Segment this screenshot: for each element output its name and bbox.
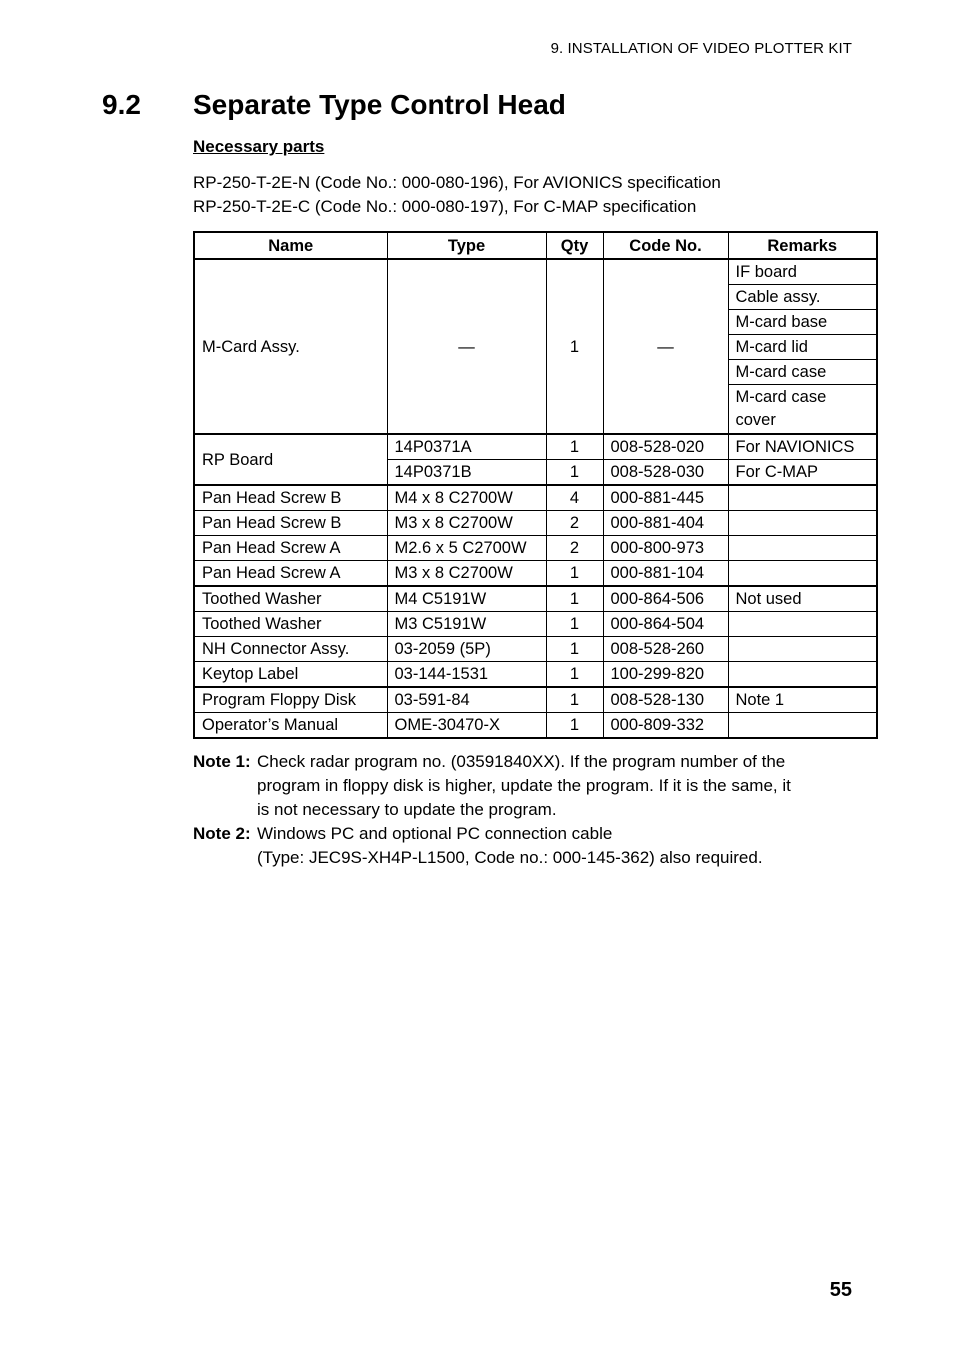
cell-code: 000-864-504 [603,612,728,637]
note-2 [193,822,853,870]
page-number: 55 [829,1279,852,1301]
note-line: Check radar program no. (03591840XX). If the program number of the [257,752,786,771]
cell-remarks [728,713,877,739]
cell-type: M4 x 8 C2700W [387,485,546,511]
cell-remarks [728,511,877,536]
cell-remarks [728,612,877,637]
cell-type: 03-591-84 [387,687,546,713]
cell-remarks: Cable assy. [728,285,877,310]
cell-code: 008-528-130 [603,687,728,713]
section-title [102,89,566,121]
note-1 [193,750,853,822]
cell-code: 008-528-260 [603,637,728,662]
header-qty: Qty [546,232,603,259]
cell-remarks: M-card lid [728,335,877,360]
cell-qty: 1 [546,586,603,612]
cell-qty: 1 [546,561,603,587]
cell-code: 000-809-332 [603,713,728,739]
parts-table [193,231,878,739]
table-row [194,637,877,662]
running-header: 9. INSTALLATION OF VIDEO PLOTTER KIT [550,40,852,57]
cell-code: 000-800-973 [603,536,728,561]
intro-line: RP-250-T-2E-N (Code No.: 000-080-196), For AVIONICS specification [193,173,721,192]
cell-remarks: For NAVIONICS [728,434,877,460]
cell-remarks [728,662,877,688]
cell-code: 000-864-506 [603,586,728,612]
table-row [194,259,877,285]
cell-qty: 1 [546,662,603,688]
section-number: 9.2 [102,89,141,120]
header-remarks: Remarks [728,232,877,259]
cell-type: M3 x 8 C2700W [387,511,546,536]
notes-block [193,750,853,870]
note-line: program in floppy disk is higher, update the program. If it is the same, it [257,776,791,795]
cell-type: 03-144-1531 [387,662,546,688]
cell-type: M4 C5191W [387,586,546,612]
header-type: Type [387,232,546,259]
table-row [194,561,877,587]
note-line: Windows PC and optional PC connection cable [257,824,613,843]
cell-qty: 1 [546,612,603,637]
cell-qty: 1 [546,637,603,662]
note-label: Note 2: [193,824,251,843]
cell-remarks: M-card case cover [728,385,877,435]
cell-name: Keytop Label [194,662,387,688]
table-row [194,713,877,739]
cell-type: M2.6 x 5 C2700W [387,536,546,561]
cell-remarks [728,536,877,561]
cell-qty: 1 [546,460,603,486]
note-label: Note 1: [193,752,251,771]
cell-qty: 1 [546,687,603,713]
cell-type: M3 C5191W [387,612,546,637]
cell-name: Program Floppy Disk [194,687,387,713]
cell-name: Pan Head Screw A [194,536,387,561]
cell-name: Toothed Washer [194,586,387,612]
cell-qty: 4 [546,485,603,511]
cell-name: NH Connector Assy. [194,637,387,662]
cell-qty: 2 [546,511,603,536]
cell-type: 03-2059 (5P) [387,637,546,662]
cell-name: Toothed Washer [194,612,387,637]
cell-name: Pan Head Screw A [194,561,387,587]
note-line: (Type: JEC9S-XH4P-L1500, Code no.: 000-145-362) also required. [257,848,763,867]
intro-block [193,171,721,219]
table-row [194,612,877,637]
table-row [194,485,877,511]
cell-remarks: For C-MAP [728,460,877,486]
section-title-text: Separate Type Control Head [193,89,566,120]
cell-name: Pan Head Screw B [194,485,387,511]
cell-qty: 2 [546,536,603,561]
table-row [194,687,877,713]
necessary-parts-subhead: Necessary parts [193,137,325,156]
cell-code: 008-528-030 [603,460,728,486]
cell-name: M-Card Assy. [194,259,387,434]
table-row [194,511,877,536]
table-row [194,434,877,460]
cell-code: 000-881-445 [603,485,728,511]
cell-code: 000-881-404 [603,511,728,536]
cell-remarks [728,637,877,662]
cell-type: 14P0371B [387,460,546,486]
cell-type: — [387,259,546,434]
cell-remarks [728,561,877,587]
cell-remarks [728,485,877,511]
cell-code: 100-299-820 [603,662,728,688]
cell-name: RP Board [194,434,387,485]
cell-qty: 1 [546,713,603,739]
cell-code: 008-528-020 [603,434,728,460]
note-line: is not necessary to update the program. [257,800,557,819]
table-row [194,536,877,561]
cell-name: Operator’s Manual [194,713,387,739]
cell-remarks: IF board [728,259,877,285]
table-row [194,586,877,612]
cell-remarks: M-card base [728,310,877,335]
header-name: Name [194,232,387,259]
cell-type: 14P0371A [387,434,546,460]
note-body [257,750,853,822]
table-row [194,662,877,688]
cell-name: Pan Head Screw B [194,511,387,536]
header-code: Code No. [603,232,728,259]
cell-remarks: Note 1 [728,687,877,713]
intro-line: RP-250-T-2E-C (Code No.: 000-080-197), For C-MAP specification [193,197,697,216]
cell-qty: 1 [546,434,603,460]
cell-type: M3 x 8 C2700W [387,561,546,587]
cell-qty: 1 [546,259,603,434]
table-header-row [194,232,877,259]
cell-remarks: Not used [728,586,877,612]
cell-type: OME-30470-X [387,713,546,739]
cell-remarks: M-card case [728,360,877,385]
note-body [257,822,853,870]
cell-code: 000-881-104 [603,561,728,587]
cell-code: — [603,259,728,434]
